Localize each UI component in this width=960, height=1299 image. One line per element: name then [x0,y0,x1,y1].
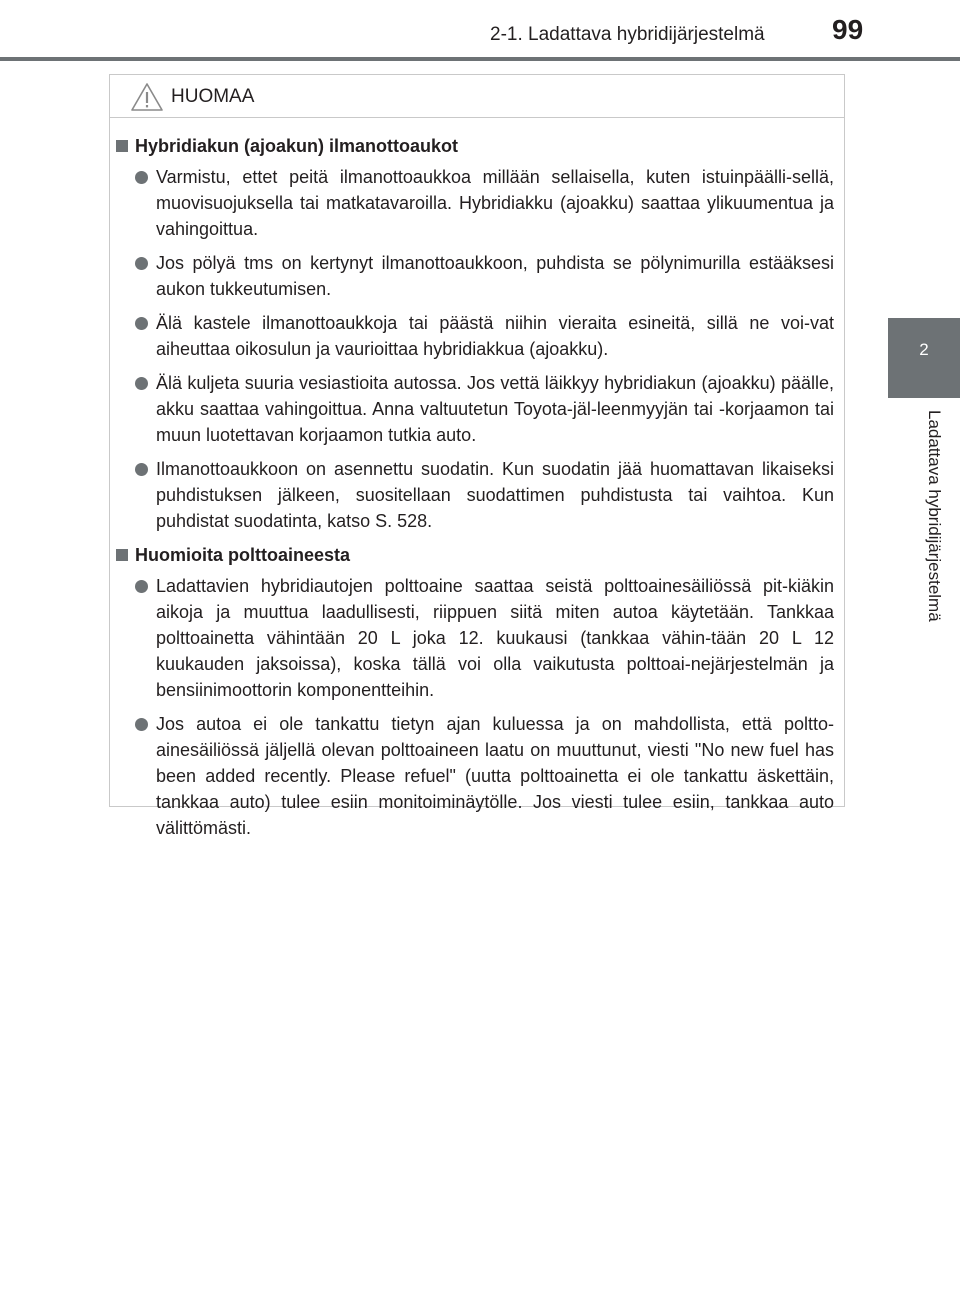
chapter-tab [888,318,960,398]
section-heading-text: Huomioita polttoaineesta [135,545,351,565]
notice-label: HUOMAA [171,86,255,107]
page-number: 99 [832,14,864,45]
list-item-text: Ilmanottoaukkoon on asennettu suodatin. Kun suodatin jää huomattavan likaiseksi puhdistuksen jälkeen, suositellaan suodattimen puhdistusta tai vaihtoa. Kun puhdistat suodatinta, katso S. 528. [156,459,834,531]
notice-header [110,75,844,118]
list-item-text: Jos autoa ei ole tankattu tietyn ajan kuluessa ja on mahdollista, että poltto-ainesäiliössä jäljellä olevan polttoaineen laatu on muuttunut, viesti "No new fuel has been added recently. Please refuel" (uutta polttoainetta ei ole tankattu äskettäin, tankkaa auto) tulee esiin monitoiminäytölle. Jos viesti tulee esiin, tankkaa auto välittömästi. [156,714,834,838]
round-bullet-icon [135,463,148,476]
section-heading-text: Hybridiakun (ajoakun) ilmanottoaukot [135,136,459,156]
chapter-number: 2 [919,340,929,359]
chapter-title: Ladattava hybridijärjestelmä [925,410,944,622]
round-bullet-icon [135,718,148,731]
running-header-title: 2-1. Ladattava hybridijärjestelmä [490,24,765,45]
header-divider [0,57,960,61]
list-item [110,711,844,841]
square-bullet-icon [116,140,128,152]
warning-triangle-icon [130,82,164,112]
list-item [110,456,844,534]
list-item-text: Jos pölyä tms on kertynyt ilmanottoaukkoon, puhdista se pölynimurilla estääksesi aukon tukkeutumisen. [156,253,834,299]
list-item-text: Älä kastele ilmanottoaukkoja tai päästä niihin vieraita esineitä, sillä ne voi-vat aiheuttaa oikosulun ja vaurioittaa hybridiakkua (ajoakku). [156,313,834,359]
round-bullet-icon [135,317,148,330]
round-bullet-icon [135,580,148,593]
list-item [110,370,844,448]
notice-body [110,127,844,841]
round-bullet-icon [135,171,148,184]
list-item-text: Älä kuljeta suuria vesiastioita autossa. Jos vettä läikkyy hybridiakun (ajoakku) päälle, akku saattaa vahingoittua. Anna valtuutetun Toyota-jäl-leenmyyjän tai -korjaamon tai muun luotettavan korjaamon tutkia auto. [156,373,834,445]
notice-box [109,74,845,838]
list-item [110,164,844,242]
list-item [110,250,844,302]
round-bullet-icon [135,377,148,390]
section-heading-air-intake [110,133,844,159]
list-item-text: Varmistu, ettet peitä ilmanottoaukkoa millään sellaisella, kuten istuinpäälli-sellä, muovisuojuksella tai matkatavaroilla. Hybridiakku (ajoakku) saattaa ylikuumentua ja vahingoittua. [156,167,834,239]
square-bullet-icon [116,549,128,561]
list-item-text: Ladattavien hybridiautojen polttoaine saattaa seistä polttoainesäiliössä pit-kiäkin aikoja ja muuttua laadullisesti, riippuen siitä miten autoa käytetään. Tankkaa polttoainetta vähintään 20 L joka 12. kuukausi (tankkaa vähin-tään 20 L 12 kuukauden jaksoissa), koska tällä voi olla vaikutusta polttoai-nejärjestelmän ja bensiinimoottorin komponentteihin. [156,576,834,700]
round-bullet-icon [135,257,148,270]
list-item [110,310,844,362]
section-heading-fuel [110,542,844,568]
list-item [110,573,844,703]
